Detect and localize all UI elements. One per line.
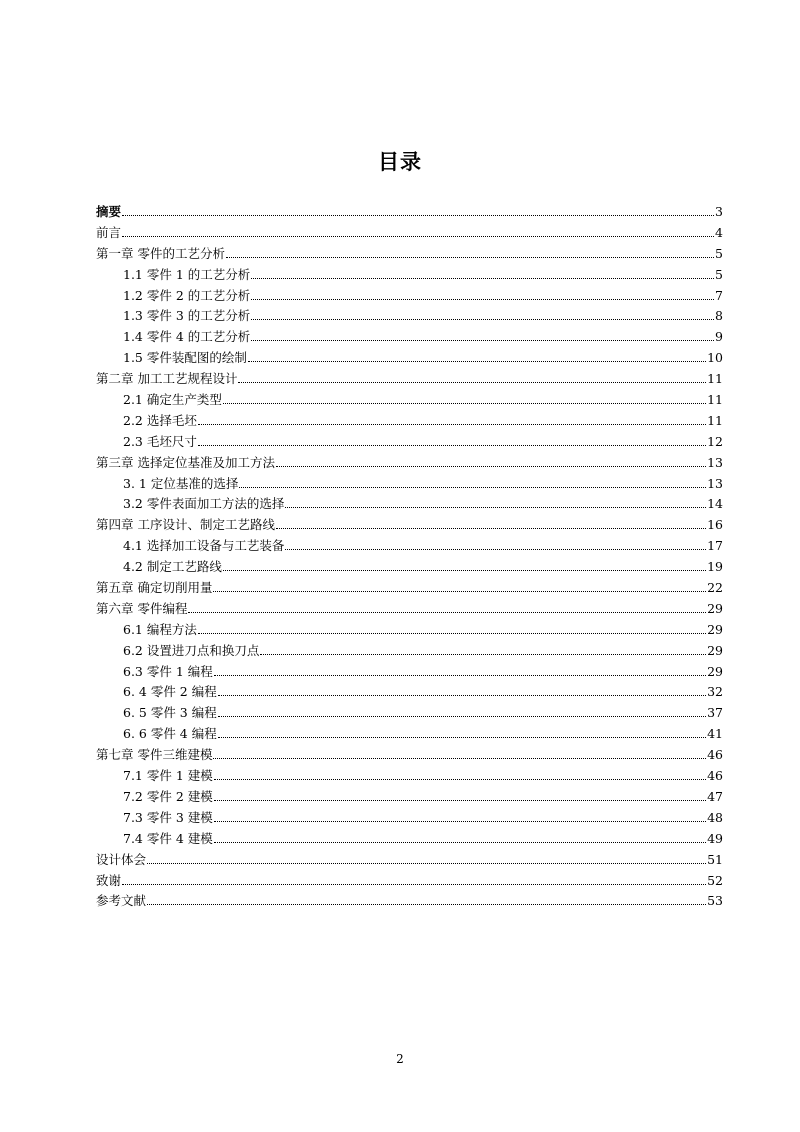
toc-dot-leader (218, 716, 706, 717)
table-of-contents (96, 202, 723, 912)
toc-dot-leader (188, 612, 706, 613)
toc-entry-page: 8 (715, 308, 723, 324)
toc-dot-leader (276, 528, 706, 529)
toc-entry-page: 3 (715, 204, 723, 219)
toc-dot-leader (214, 842, 706, 843)
toc-entry[interactable] (96, 202, 723, 223)
toc-entry[interactable] (96, 286, 723, 307)
toc-dot-leader (251, 278, 714, 279)
toc-entry-page: 11 (707, 392, 723, 408)
toc-entry-label: 第四章 工序设计、制定工艺路线 (96, 517, 275, 533)
toc-entry-label: 设计体会 (96, 851, 147, 867)
toc-dot-leader (226, 257, 714, 258)
toc-dot-leader (198, 424, 706, 425)
toc-entry-page: 4 (715, 224, 723, 240)
toc-entry[interactable] (96, 578, 723, 599)
toc-entry[interactable] (96, 536, 723, 557)
toc-dot-leader (214, 675, 706, 676)
toc-entry-page: 51 (707, 851, 723, 867)
toc-dot-leader (285, 507, 706, 508)
toc-entry-label: 1.2 零件 2 的工艺分析 (123, 287, 251, 303)
toc-dot-leader (251, 319, 714, 320)
toc-entry[interactable] (96, 369, 723, 390)
toc-entry[interactable] (96, 515, 723, 536)
toc-entry-label: 第二章 加工工艺规程设计 (96, 371, 238, 387)
toc-dot-leader (251, 299, 714, 300)
toc-dot-leader (251, 340, 714, 341)
toc-entry-label: 2.3 毛坯尺寸 (123, 433, 197, 449)
toc-entry-page: 37 (707, 705, 723, 721)
toc-entry-page: 16 (707, 517, 723, 533)
toc-entry[interactable] (96, 474, 723, 495)
toc-entry-label: 参考文献 (96, 893, 147, 909)
toc-dot-leader (213, 758, 706, 759)
toc-entry[interactable] (96, 244, 723, 265)
toc-entry-page: 5 (715, 266, 723, 282)
toc-entry[interactable] (96, 829, 723, 850)
toc-dot-leader (147, 904, 706, 905)
toc-dot-leader (122, 215, 714, 216)
toc-entry-label: 7.4 零件 4 建模 (123, 830, 213, 846)
toc-entry-page: 52 (707, 872, 723, 888)
toc-entry-label: 6. 4 零件 2 编程 (123, 684, 217, 700)
toc-entry[interactable] (96, 223, 723, 244)
toc-entry-page: 11 (707, 371, 723, 387)
toc-entry-label: 3.2 零件表面加工方法的选择 (123, 496, 285, 512)
toc-title: 目录 (378, 150, 422, 174)
toc-dot-leader (214, 821, 706, 822)
toc-entry-label: 1.4 零件 4 的工艺分析 (123, 329, 251, 345)
toc-entry-label: 致谢 (96, 872, 122, 888)
toc-entry[interactable] (96, 453, 723, 474)
toc-dot-leader (218, 737, 706, 738)
toc-entry-label: 4.1 选择加工设备与工艺装备 (123, 538, 285, 554)
toc-dot-leader (248, 361, 706, 362)
toc-entry-page: 7 (715, 287, 723, 303)
toc-entry[interactable] (96, 808, 723, 829)
toc-entry[interactable] (96, 871, 723, 892)
toc-entry-label: 6. 5 零件 3 编程 (123, 705, 217, 721)
toc-entry[interactable] (96, 703, 723, 724)
toc-entry-label: 7.1 零件 1 建模 (123, 768, 213, 784)
toc-entry-page: 14 (707, 496, 723, 512)
toc-entry-page: 29 (707, 600, 723, 616)
toc-entry[interactable] (96, 620, 723, 641)
toc-entry[interactable] (96, 641, 723, 662)
toc-entry-label: 7.2 零件 2 建模 (123, 788, 213, 804)
toc-dot-leader (223, 403, 706, 404)
toc-entry[interactable] (96, 662, 723, 683)
toc-entry[interactable] (96, 327, 723, 348)
toc-entry[interactable] (96, 348, 723, 369)
toc-dot-leader (198, 633, 706, 634)
toc-entry[interactable] (96, 390, 723, 411)
toc-entry-page: 49 (707, 830, 723, 846)
toc-entry[interactable] (96, 850, 723, 871)
toc-entry[interactable] (96, 682, 723, 703)
toc-entry-label: 6.1 编程方法 (123, 621, 197, 637)
toc-entry[interactable] (96, 494, 723, 515)
toc-dot-leader (122, 236, 714, 237)
toc-entry[interactable] (96, 724, 723, 745)
toc-entry-page: 29 (707, 621, 723, 637)
toc-entry-page: 19 (707, 559, 723, 575)
toc-entry-page: 13 (707, 475, 723, 491)
toc-dot-leader (214, 800, 706, 801)
toc-entry-page: 46 (707, 768, 723, 784)
toc-dot-leader (198, 445, 706, 446)
toc-entry-label: 6.2 设置进刀点和换刀点 (123, 642, 260, 658)
toc-entry-label: 4.2 制定工艺路线 (123, 559, 222, 575)
toc-entry-label: 6. 6 零件 4 编程 (123, 726, 217, 742)
toc-entry-label: 1.1 零件 1 的工艺分析 (123, 266, 251, 282)
toc-entry[interactable] (96, 306, 723, 327)
toc-entry-page: 41 (707, 726, 723, 742)
toc-entry-page: 12 (707, 433, 723, 449)
toc-entry-page: 13 (707, 454, 723, 470)
toc-dot-leader (238, 382, 706, 383)
toc-entry[interactable] (96, 745, 723, 766)
toc-entry-page: 46 (707, 747, 723, 763)
toc-entry-page: 10 (707, 350, 723, 366)
toc-entry-page: 32 (707, 684, 723, 700)
toc-entry[interactable] (96, 265, 723, 286)
toc-entry[interactable] (96, 891, 723, 912)
toc-entry-page: 29 (707, 642, 723, 658)
toc-entry-page: 11 (707, 412, 723, 428)
toc-entry-label: 第五章 确定切削用量 (96, 580, 213, 596)
toc-entry-label: 1.5 零件装配图的绘制 (123, 350, 247, 366)
toc-entry-label: 3. 1 定位基准的选择 (123, 475, 239, 491)
toc-entry[interactable] (96, 766, 723, 787)
toc-dot-leader (285, 549, 706, 550)
toc-entry-page: 47 (707, 788, 723, 804)
toc-entry-label: 第一章 零件的工艺分析 (96, 245, 225, 261)
toc-dot-leader (276, 466, 706, 467)
toc-entry-page: 53 (707, 893, 723, 909)
toc-dot-leader (122, 884, 706, 885)
toc-entry-label: 前言 (96, 224, 122, 240)
toc-entry-page: 17 (707, 538, 723, 554)
page-number: 2 (396, 1052, 404, 1066)
toc-entry-label: 7.3 零件 3 建模 (123, 809, 213, 825)
toc-entry-label: 2.2 选择毛坯 (123, 412, 197, 428)
toc-dot-leader (214, 779, 706, 780)
toc-entry-label: 第三章 选择定位基准及加工方法 (96, 454, 275, 470)
toc-entry-page: 22 (707, 580, 723, 596)
toc-dot-leader (218, 695, 706, 696)
toc-dot-leader (147, 863, 706, 864)
toc-entry-label: 6.3 零件 1 编程 (123, 663, 213, 679)
toc-entry-page: 29 (707, 663, 723, 679)
toc-entry[interactable] (96, 432, 723, 453)
toc-dot-leader (260, 654, 706, 655)
toc-entry-label: 第六章 零件编程 (96, 600, 188, 616)
toc-entry-page: 9 (715, 329, 723, 345)
toc-dot-leader (213, 591, 706, 592)
toc-entry-label: 摘要 (96, 204, 122, 219)
toc-entry[interactable] (96, 599, 723, 620)
toc-entry[interactable] (96, 557, 723, 578)
toc-entry-label: 第七章 零件三维建模 (96, 747, 213, 763)
toc-dot-leader (223, 570, 706, 571)
toc-entry-label: 1.3 零件 3 的工艺分析 (123, 308, 251, 324)
toc-entry-page: 5 (715, 245, 723, 261)
toc-entry-label: 2.1 确定生产类型 (123, 392, 222, 408)
toc-entry[interactable] (96, 787, 723, 808)
toc-entry[interactable] (96, 411, 723, 432)
toc-dot-leader (239, 487, 706, 488)
toc-entry-page: 48 (707, 809, 723, 825)
